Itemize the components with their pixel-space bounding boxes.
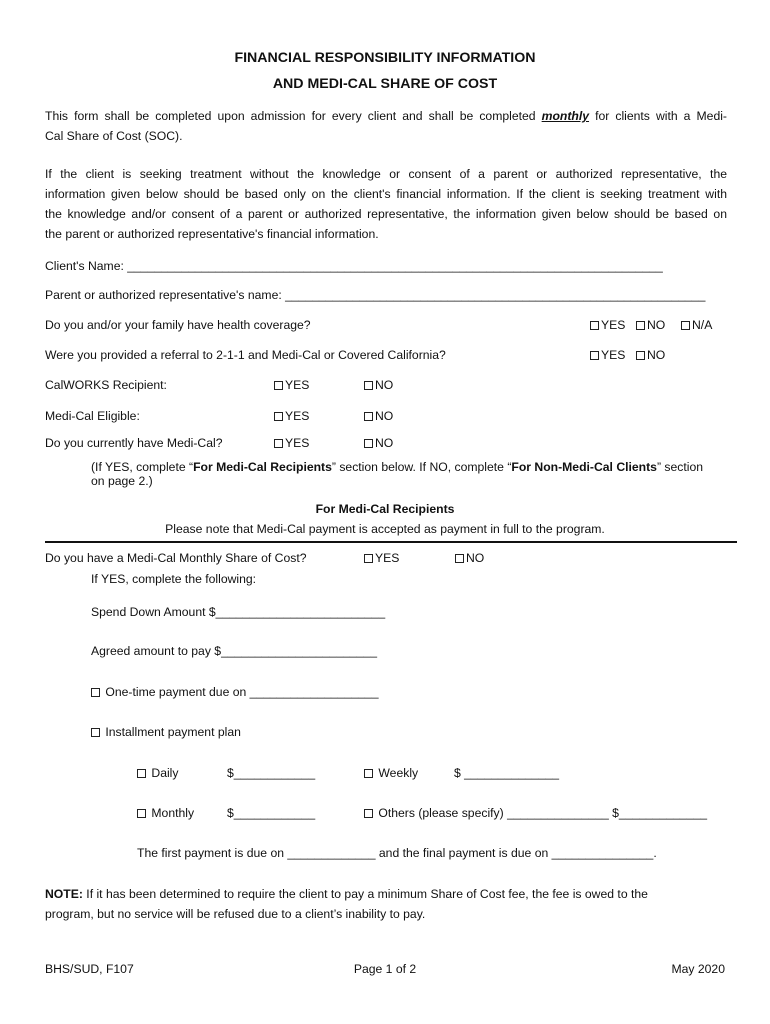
intro-line-1 — [45, 106, 727, 126]
health-coverage-no[interactable] — [636, 318, 665, 332]
checkbox-icon — [91, 688, 100, 697]
checkbox-icon — [590, 351, 599, 360]
spend-down-field[interactable]: Spend Down Amount $_________________________ — [91, 605, 386, 619]
payment-dates-field[interactable]: The first payment is due on _____________ and the final payment is due on _______________. — [137, 846, 657, 860]
checkbox-icon — [636, 321, 645, 330]
have-medical-no[interactable] — [364, 436, 393, 450]
instruction-part: ” section below. If NO, complete “ — [331, 460, 512, 474]
option-label: NO — [375, 436, 394, 450]
weekly-option[interactable] — [364, 766, 418, 780]
checkbox-icon — [91, 728, 100, 737]
checkbox-icon — [137, 769, 146, 778]
consent-line: the knowledge and/or consent of a parent or authorized representative, the information given below should be based on — [45, 207, 727, 221]
note-label: NOTE: — [45, 887, 83, 901]
calworks-question: CalWORKS Recipient: — [45, 378, 167, 392]
checkbox-icon — [364, 769, 373, 778]
client-name-field[interactable]: Client's Name: _______________________________________________________________________________ — [45, 259, 663, 273]
option-label: Installment payment plan — [102, 725, 241, 739]
checkbox-icon — [364, 809, 373, 818]
intro-paragraph — [45, 106, 727, 146]
calworks-no[interactable] — [364, 378, 393, 392]
medical-eligible-yes[interactable] — [274, 409, 309, 423]
option-label: YES — [601, 318, 626, 332]
checkbox-icon — [455, 554, 464, 563]
monthly-amount-field[interactable]: $____________ — [227, 806, 316, 820]
option-label: YES — [285, 409, 310, 423]
health-coverage-na[interactable] — [681, 318, 712, 332]
form-title-line-1: FINANCIAL RESPONSIBILITY INFORMATION — [234, 50, 536, 66]
option-label: NO — [647, 318, 666, 332]
parent-name-field[interactable]: Parent or authorized representative's name: ______________________________________________________________ — [45, 288, 706, 302]
intro-text-end: for clients with a Medi- — [589, 109, 727, 123]
option-label: YES — [285, 378, 310, 392]
option-label: YES — [375, 551, 400, 565]
option-label: NO — [466, 551, 485, 565]
intro-text: This form shall be completed upon admission for every client and shall be completed — [45, 109, 542, 123]
option-label: Weekly — [375, 766, 419, 780]
option-label: Monthly — [148, 806, 195, 820]
others-option[interactable] — [364, 806, 707, 820]
option-label: Others (please specify) _______________ $_____________ — [375, 806, 708, 820]
checkbox-icon — [274, 412, 283, 421]
form-title-line-2: AND MEDI-CAL SHARE OF COST — [272, 76, 498, 92]
daily-option[interactable] — [137, 766, 178, 780]
have-medical-yes[interactable] — [274, 436, 309, 450]
instruction-bold-medical: For Medi-Cal Recipients — [193, 460, 332, 474]
option-label: NO — [647, 348, 666, 362]
checkbox-icon — [364, 381, 373, 390]
soc-yes[interactable] — [364, 551, 399, 565]
option-label: One-time payment due on ___________________ — [102, 685, 379, 699]
checkbox-icon — [137, 809, 146, 818]
one-time-payment[interactable] — [91, 685, 378, 699]
footer-form-id: BHS/SUD, F107 — [45, 962, 134, 976]
instruction-line-2: on page 2.) — [91, 474, 153, 488]
section-heading: For Medi-Cal Recipients — [315, 502, 455, 516]
checkbox-icon — [590, 321, 599, 330]
option-label: YES — [601, 348, 626, 362]
instruction-text — [91, 460, 703, 488]
checkbox-icon — [681, 321, 690, 330]
section-divider — [45, 541, 737, 543]
calworks-yes[interactable] — [274, 378, 309, 392]
footer-date: May 2020 — [671, 962, 725, 976]
monthly-option[interactable] — [137, 806, 194, 820]
intro-line-2: Cal Share of Cost (SOC). — [45, 129, 183, 143]
option-label: N/A — [692, 318, 713, 332]
option-label: NO — [375, 409, 394, 423]
checkbox-icon — [364, 554, 373, 563]
consent-line: If the client is seeking treatment without the knowledge or consent of a parent or authorized representative, the — [45, 167, 727, 181]
instruction-part: ” section — [656, 460, 704, 474]
consent-line: information given below should be based only on the client's financial information. If the client is seeking treatment with — [45, 187, 727, 201]
option-label: NO — [375, 378, 394, 392]
soc-if-yes: If YES, complete the following: — [91, 572, 257, 586]
installment-plan[interactable] — [91, 725, 241, 739]
health-coverage-yes[interactable] — [590, 318, 625, 332]
instruction-part: (If YES, complete “ — [91, 460, 194, 474]
footer-page-number: Page 1 of 2 — [353, 962, 417, 976]
have-medical-question: Do you currently have Medi-Cal? — [45, 436, 223, 450]
medical-eligible-no[interactable] — [364, 409, 393, 423]
consent-paragraph — [45, 164, 727, 244]
medical-eligible-question: Medi-Cal Eligible: — [45, 409, 140, 423]
instruction-bold-non-medical: For Non-Medi-Cal Clients — [511, 460, 657, 474]
checkbox-icon — [274, 381, 283, 390]
soc-no[interactable] — [455, 551, 484, 565]
referral-question: Were you provided a referral to 2-1-1 and Medi-Cal or Covered California? — [45, 348, 446, 362]
note-paragraph — [45, 884, 648, 924]
option-label: Daily — [148, 766, 179, 780]
note-line-2: program, but no service will be refused due to a client’s inability to pay. — [45, 907, 426, 921]
agreed-amount-field[interactable]: Agreed amount to pay $_______________________ — [91, 644, 377, 658]
checkbox-icon — [636, 351, 645, 360]
note-line-1: If it has been determined to require the client to pay a minimum Share of Cost fee, the fee is owed to the — [82, 887, 648, 901]
weekly-amount-field[interactable]: $ ______________ — [454, 766, 560, 780]
health-coverage-question: Do you and/or your family have health coverage? — [45, 318, 311, 332]
soc-question: Do you have a Medi-Cal Monthly Share of Cost? — [45, 551, 307, 565]
daily-amount-field[interactable]: $____________ — [227, 766, 316, 780]
checkbox-icon — [364, 412, 373, 421]
checkbox-icon — [364, 439, 373, 448]
option-label: YES — [285, 436, 310, 450]
monthly-emphasis: monthly — [541, 109, 590, 123]
checkbox-icon — [274, 439, 283, 448]
referral-yes[interactable] — [590, 348, 625, 362]
consent-line: the parent or authorized representative's financial information. — [45, 227, 379, 241]
referral-no[interactable] — [636, 348, 665, 362]
section-note: Please note that Medi-Cal payment is accepted as payment in full to the program. — [165, 522, 605, 536]
